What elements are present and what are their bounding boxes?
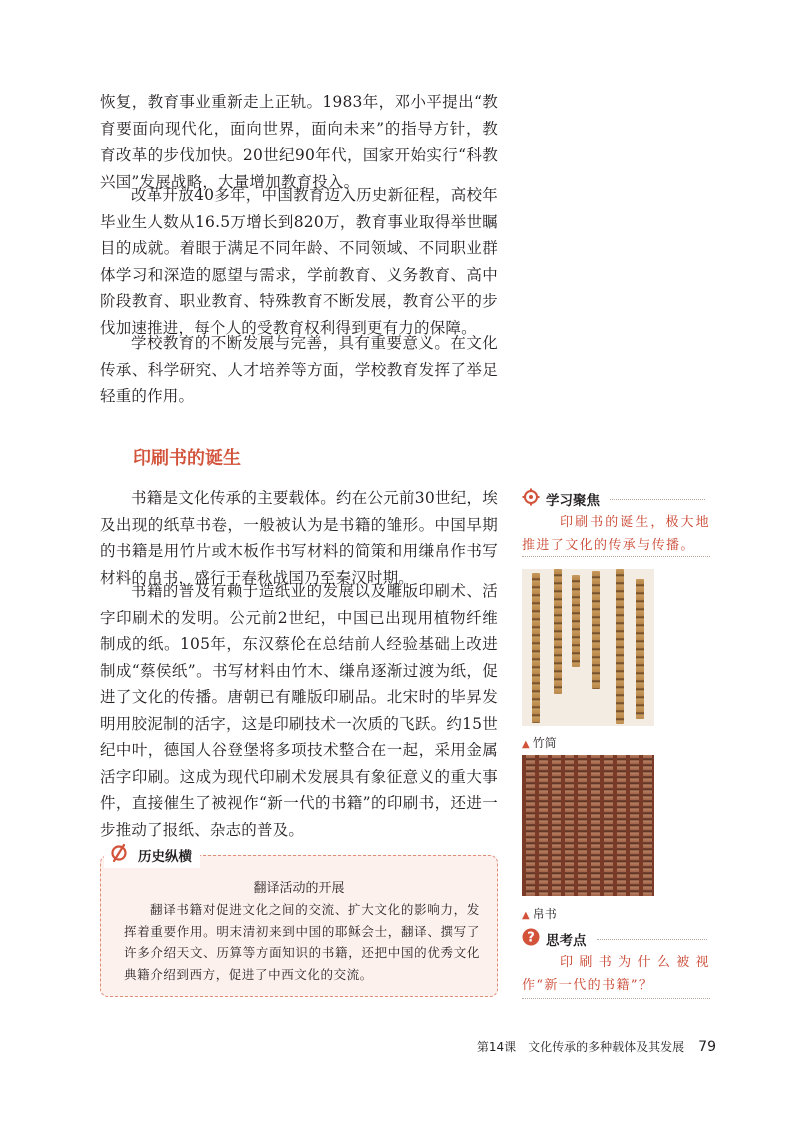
body-paragraph-2: 改革开放40多年，中国教育迈入历史新征程，高校年毕业生人数从16.5万增长到820万，教育事业取得举世瞩目的成就。着眼于满足不同年龄、不同领域、不同职业群体学习和深造的愿望与需求，学前教育、义务教育、高中阶段教育、职业教育、特殊教育不断发展，教育公平的步伐加速推进，每个人的受教育权利得到更有力的保障。 bbox=[100, 186, 498, 337]
focus-label: 学习聚焦 bbox=[546, 493, 600, 509]
focus-bottom-rule bbox=[522, 556, 710, 557]
body-paragraph-1: 恢复，教育事业重新走上正轨。1983年，邓小平提出“教育要面向现代化，面向世界，面向未来”的指导方针，教育改革的步伐加快。20世纪90年代，国家开始实行“科教兴国”发展战略，大量增加教育投入。 bbox=[100, 93, 498, 191]
think-label: 思考点 bbox=[546, 933, 587, 949]
think-text: 印刷书为什么被视作“新一代的书籍”？ bbox=[522, 955, 710, 993]
silk-manuscript-image bbox=[522, 755, 654, 896]
section-paragraph-2: 书籍的普及有赖于造纸业的发展以及雕版印刷术、活字印刷术的发明。公元前2世纪，中国已出现用植物纤维制成的纸。105年，东汉蔡伦在总结前人经验基础上改进制成“蔡侯纸”。书写材料由竹木、缣帛逐渐过渡为纸，促进了文化的传播。唐朝已有雕版印刷品。北宋时的毕昇发明用胶泥制的活字，这是印刷技术一次质的飞跃。约15世纪中叶，德国人谷登堡将多项技术整合在一起，采用金属活字印刷。这成为现代印刷术发展具有象征意义的重大事件，直接催生了被视作“新一代的书籍”的印刷书，还进一步推动了报纸、杂志的普及。 bbox=[100, 582, 498, 839]
page-number: 79 bbox=[698, 1039, 716, 1055]
focus-text: 印刷书的诞生，极大地推进了文化的传承与传播。 bbox=[522, 515, 710, 553]
svg-text:?: ? bbox=[527, 930, 535, 946]
triangle-icon: ▲ bbox=[522, 910, 530, 921]
history-icon bbox=[108, 842, 130, 868]
think-rule bbox=[597, 939, 707, 940]
history-box-header bbox=[104, 842, 200, 868]
focus-icon bbox=[522, 488, 540, 510]
focus-rule bbox=[610, 499, 705, 500]
triangle-icon: ▲ bbox=[522, 739, 530, 750]
section-title: 印刷书的诞生 bbox=[133, 448, 241, 469]
footer-lesson-title: 第14课 文化传承的多种载体及其发展 bbox=[476, 1040, 685, 1054]
bamboo-caption-text: 竹简 bbox=[532, 736, 557, 750]
bamboo-slips-image bbox=[522, 569, 654, 726]
history-box-body: 翻译书籍对促进文化之间的交流、扩大文化的影响力，发挥着重要作用。明末清初来到中国的耶稣会士，翻译、撰写了许多介绍天文、历算等方面知识的书籍，还把中国的优秀文化典籍介绍到西方，促进了中西文化的交流。 bbox=[124, 902, 480, 982]
history-box-title: 翻译活动的开展 bbox=[253, 881, 345, 896]
think-bottom-rule bbox=[522, 998, 710, 999]
bamboo-caption bbox=[522, 734, 557, 751]
body-paragraph-3: 学校教育的不断发展与完善，具有重要意义。在文化传承、科学研究、人才培养等方面，学校教育发挥了举足轻重的作用。 bbox=[100, 334, 498, 405]
question-icon bbox=[522, 928, 540, 950]
section-paragraph-1: 书籍是文化传承的主要载体。约在公元前30世纪，埃及出现的纸草书卷，一般被认为是书籍的雏形。中国早期的书籍是用竹片或木板作书写材料的简策和用缣帛作书写材料的帛书，盛行于春秋战国乃至秦汉时期。 bbox=[100, 489, 498, 587]
silk-caption bbox=[522, 905, 557, 922]
focus-header bbox=[522, 488, 705, 510]
silk-caption-text: 帛书 bbox=[532, 907, 557, 921]
page-footer bbox=[470, 1038, 716, 1055]
think-header bbox=[522, 928, 707, 950]
history-box-label: 历史纵横 bbox=[138, 849, 192, 865]
